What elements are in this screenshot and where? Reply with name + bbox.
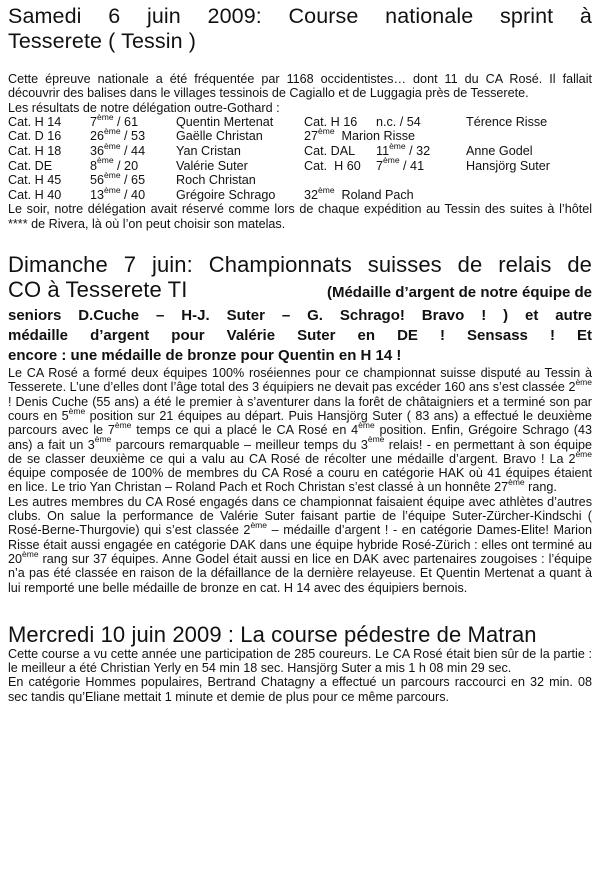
rank-cell: 8ème / 20 [90,155,139,173]
paragraph: Le CA Rosé a formé deux équipes 100% roséiennes pour ce championnat suisse disputé au Tessin à Tesserete. L’une d’elles dont l’âge total des 3 équipiers ne devait pas excéder 160 ans s’est classée 2ème ! Denis Cuche (55 ans) a été le premier à s’aventurer dans la forêt de châtaigniers et a terminé son par cours en 5ème position sur 21 équipes au départ. Puis Hansjörg Suter ( 83 ans) a effectué le deuxième parcours avec le 7ème temps ce qui a placé le CA Rosé en 4ème position. Enfin, Grégoire Schrago (43 ans) a fait un 3ème parcours remarquable – meilleur temps du 3ème relais! - en permettant à son équipe de se classer deuxième ce qui a valu au CA Rosé de récolter une médaille d’argent. Bravo ! La 2ème équipe composée de 100% de membres du CA Rosé a couru en catégorie HAK où 41 équipes étaient en lice. Le trio Yan Christan – Roland Pach et Roch Christan s’est classé à un honnête 27ème rang. [8,366,593,495]
name-cell: Térence Risse [466,114,548,129]
name-cell: Valérie Suter [176,158,248,173]
headline-highlight: (Médaille d’argent de notre équipe de [326,284,592,302]
name-cell: Hansjörg Suter [466,158,550,173]
table-row [8,188,550,203]
rank-cell: 27ème Marion Risse [304,126,416,144]
section-title: Mercredi 10 juin 2009 : La course pédestre de Matran [8,621,537,647]
paragraph: Les autres membres du CA Rosé engagés dans ce championnat faisaient équipe avec athlètes d’autres clubs. On salue la performance de Valérie Suter faisant partie de l’équipe Suter-Zürcher-Kindschi ( Rosé-Berne-Thurgovie) qui s’est classée 2ème – médaille d’argent ! - en catégorie Dames-Elite! Marion Risse était aussi engagée en catégorie DAK dans une équipe hybride Rosé-Zürich : elles ont terminé au 20ème rang sur 37 équipes. Anne Godel était aussi en lice en DAK avec partenaires zougoises : l’équipe n’a pas été classée en raison de la défaillance de la dernière relayeuse. Et Quentin Mertenat a quant à lui remporté une belle médaille de bronze en cat. H 14 avec des équipiers bernois. [8,494,592,595]
section-relay [8,252,592,595]
name-cell: Grégoire Schrago [176,187,276,202]
name-cell: Yan Cristan [176,144,241,159]
section-sprint [8,4,592,231]
table-row [8,173,550,188]
rank-cell: n.c. / 54 [376,114,421,129]
rank-cell: 32ème Roland Pach [304,184,414,202]
section-matran [8,622,592,704]
headline-highlight: encore : une médaille de bronze pour Quentin en H 14 ! [8,347,402,365]
paragraph: Le soir, notre délégation avait réservé comme lors de chaque expédition au Tessin des suites à l’hôtel **** de Rivera, là où l’on peut choisir son matelas. [8,202,592,231]
table-row [8,159,550,174]
article-page [8,4,592,704]
paragraph: Cette course a vu cette année une participation de 285 coureurs. Le CA Rosé était bien sûr de la partie : le meilleur a été Christian Yerly en 54 min 18 sec. Hansjörg Suter a mis 1 h 08 min 29 sec. [8,646,592,676]
name-cell: Roch Christan [176,173,256,188]
results-table [8,111,550,203]
headline-highlight: seniors D.Cuche – H-J. Suter – G. Schrago! Bravo ! ) et autre [8,307,592,325]
paragraph: En catégorie Hommes populaires, Bertrand Chatagny a effectué un parcours raccourci en 32 min. 08 sec tandis qu’Eliane mettait 1 minute et demie de plus pour ce même parcours. [8,675,592,704]
category-cell: Cat. H 18 [8,144,62,159]
table-row [8,129,550,144]
rank-cell: 11ème / 32 [376,140,431,159]
rank-cell: 7ème / 41 [376,155,425,173]
rank-cell: 7ème / 61 [90,111,139,129]
section-title-cont: Tesserete ( Tessin ) [8,29,197,53]
category-cell: Cat. H 45 [8,173,62,188]
category-cell: Cat. H 14 [8,114,62,129]
category-cell: Cat. H 60 [304,158,361,173]
table-row [8,115,550,130]
rank-cell: 26ème / 53 [90,126,146,144]
headline-highlight: médaille d’argent pour Valérie Suter en DE ! Sensass ! Et [8,327,592,345]
section-title: Dimanche 7 juin: Championnats suisses de relais de [8,252,592,278]
section-title: Samedi 6 juin 2009: Course nationale sprint à [8,4,592,28]
table-row [8,144,550,159]
rank-cell: 13ème / 40 [90,184,146,202]
name-cell: Anne Godel [466,144,533,159]
paragraph: Cette épreuve nationale a été fréquentée par 1168 occidentistes… dont 11 du CA Rosé. Il fallait découvrir des balises dans le villages tessinois de Cagiallo et de Luggagia près de Tesserete. [8,72,592,101]
category-cell: Cat. D 16 [8,129,62,144]
category-cell: Cat. DE [8,158,53,173]
rank-cell: 56ème / 65 [90,170,146,188]
name-cell: Gaëlle Christan [176,129,263,144]
category-cell: Cat. DAL [304,144,356,159]
category-cell: Cat. H 40 [8,187,62,202]
name-cell: Quentin Mertenat [176,114,274,129]
rank-cell: 36ème / 44 [90,140,146,159]
section-title-cont: CO à Tesserete TI [8,277,188,303]
category-cell: Cat. H 16 [304,114,358,129]
paragraph: Les résultats de notre délégation outre-Gothard : [8,100,280,115]
